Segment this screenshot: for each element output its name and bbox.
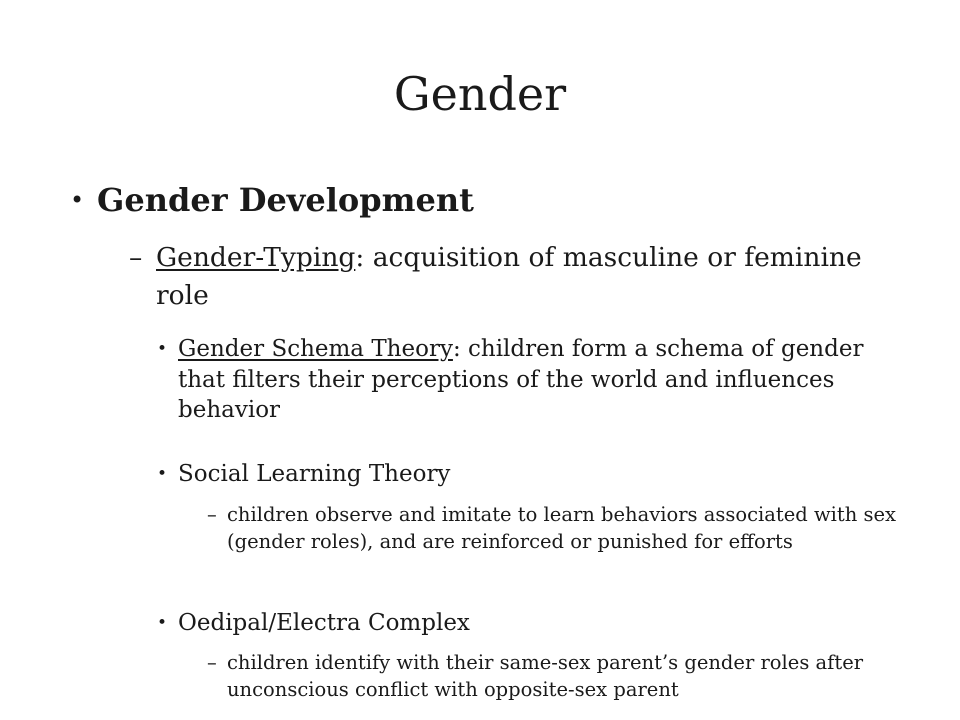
heading-gender-development: Gender Development [97, 181, 474, 219]
bullet-marker: • [157, 339, 168, 359]
gender-schema-definition: : children form a schema of gender that filters their perceptions of the world and influences behavior [178, 336, 864, 423]
oedipal-label: Oedipal/Electra Complex [178, 610, 470, 636]
bullet-marker: • [157, 613, 168, 633]
item-gender-typing [129, 239, 899, 315]
term-gender-schema-theory: Gender Schema Theory [178, 336, 453, 362]
item-social-learning-detail [207, 502, 907, 555]
dash-marker: – [207, 503, 217, 526]
bullet-marker: • [70, 186, 85, 214]
bullet-marker: • [157, 464, 168, 484]
bullet-gender-development [70, 176, 930, 224]
oedipal-detail: children identify with their same-sex parent’s gender roles after unconscious conflict with opposite-sex parent [227, 651, 864, 701]
gender-schema-text [178, 334, 917, 426]
gender-typing-definition: : acquisition of masculine or feminine role [156, 242, 862, 311]
social-learning-label: Social Learning Theory [178, 461, 451, 487]
dash-marker: – [207, 651, 217, 674]
gender-typing-text [156, 239, 899, 315]
social-learning-detail: children observe and imitate to learn behaviors associated with sex (gender roles), and are reinforced or punished for efforts [227, 503, 897, 553]
item-oedipal-detail [207, 650, 907, 703]
term-gender-typing: Gender-Typing [156, 242, 356, 273]
slide-title: Gender [393, 67, 567, 121]
dash-marker: – [129, 242, 143, 273]
item-social-learning-theory [157, 459, 917, 490]
item-gender-schema-theory [157, 334, 917, 426]
item-oedipal-electra-complex [157, 608, 917, 639]
